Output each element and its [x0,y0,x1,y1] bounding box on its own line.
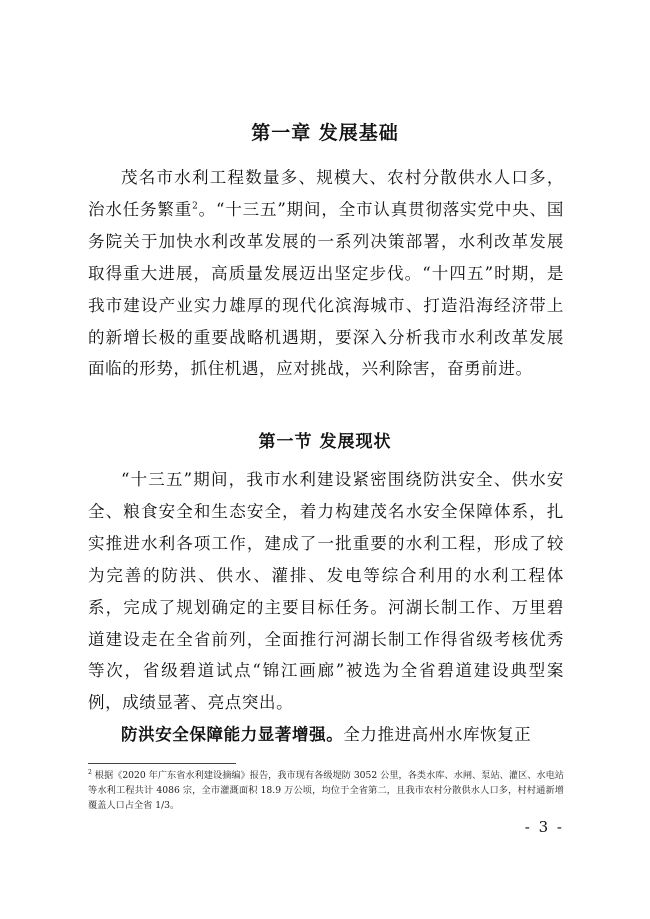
flood-text: 全力推进高州水库恢复正 [343,725,532,744]
footnote-marker: 2 [88,768,92,776]
footnote-text: 根据《2020 年广东省水利建设摘编》报告，我市现有各级堤防 3052 公里，各类水库、水闸、泵站、灌区、水电站等水利工程共计 4086 宗，全市灌溉面积 18.9 万公顷，均位于全省第二，且我市农村分散供水人口多，村村通新增覆盖人口占全省 1/3。 [88,770,564,811]
intro-text-part2: 。“十三五”期间，全市认真贯彻落实党中央、国务院关于加快水利改革发展的一系列决策部署，水利改革发展取得重大进展，高质量发展迈出坚定步伐。“十四五”时期，是我市建设产业实力雄厚的现代化滨海城市、打造沿海经济带上的新增长极的重要战略机遇期，要深入分析我市水利改革发展面临的形势，抓住机遇，应对挑战，兴利除害，奋勇前进。 [88,199,564,379]
intro-text-part1: 茂名市水利工程数量多、规模大、农村分散供水人口多，治水任务繁重 [88,168,564,219]
footnote-divider [88,763,236,764]
flood-paragraph [88,719,564,751]
intro-paragraph [88,162,564,385]
section-title: 第一节 发展现状 [258,432,392,452]
flood-lead-heading: 防洪安全保障能力显著增强。 [121,725,344,744]
footnote [88,768,564,813]
footnote-reference[interactable]: 2 [192,201,199,212]
page-number: - 3 - [524,818,564,836]
status-paragraph: “十三五”期间，我市水利建设紧密围绕防洪安全、供水安全、粮食安全和生态安全，着力构建茂名水安全保障体系，扎实推进水利各项工作，建成了一批重要的水利工程，形成了较为完善的防洪、供水、灌排、发电等综合利用的水利工程体系，完成了规划确定的主要目标任务。河湖长制工作、万里碧道建设走在全省前列，全面推行河湖长制工作得省级考核优秀等次，省级碧道试点“锦江画廊”被选为全省碧道建设典型案例，成绩显著、亮点突出。 [88,470,564,713]
chapter-title: 第一章 发展基础 [251,122,399,144]
